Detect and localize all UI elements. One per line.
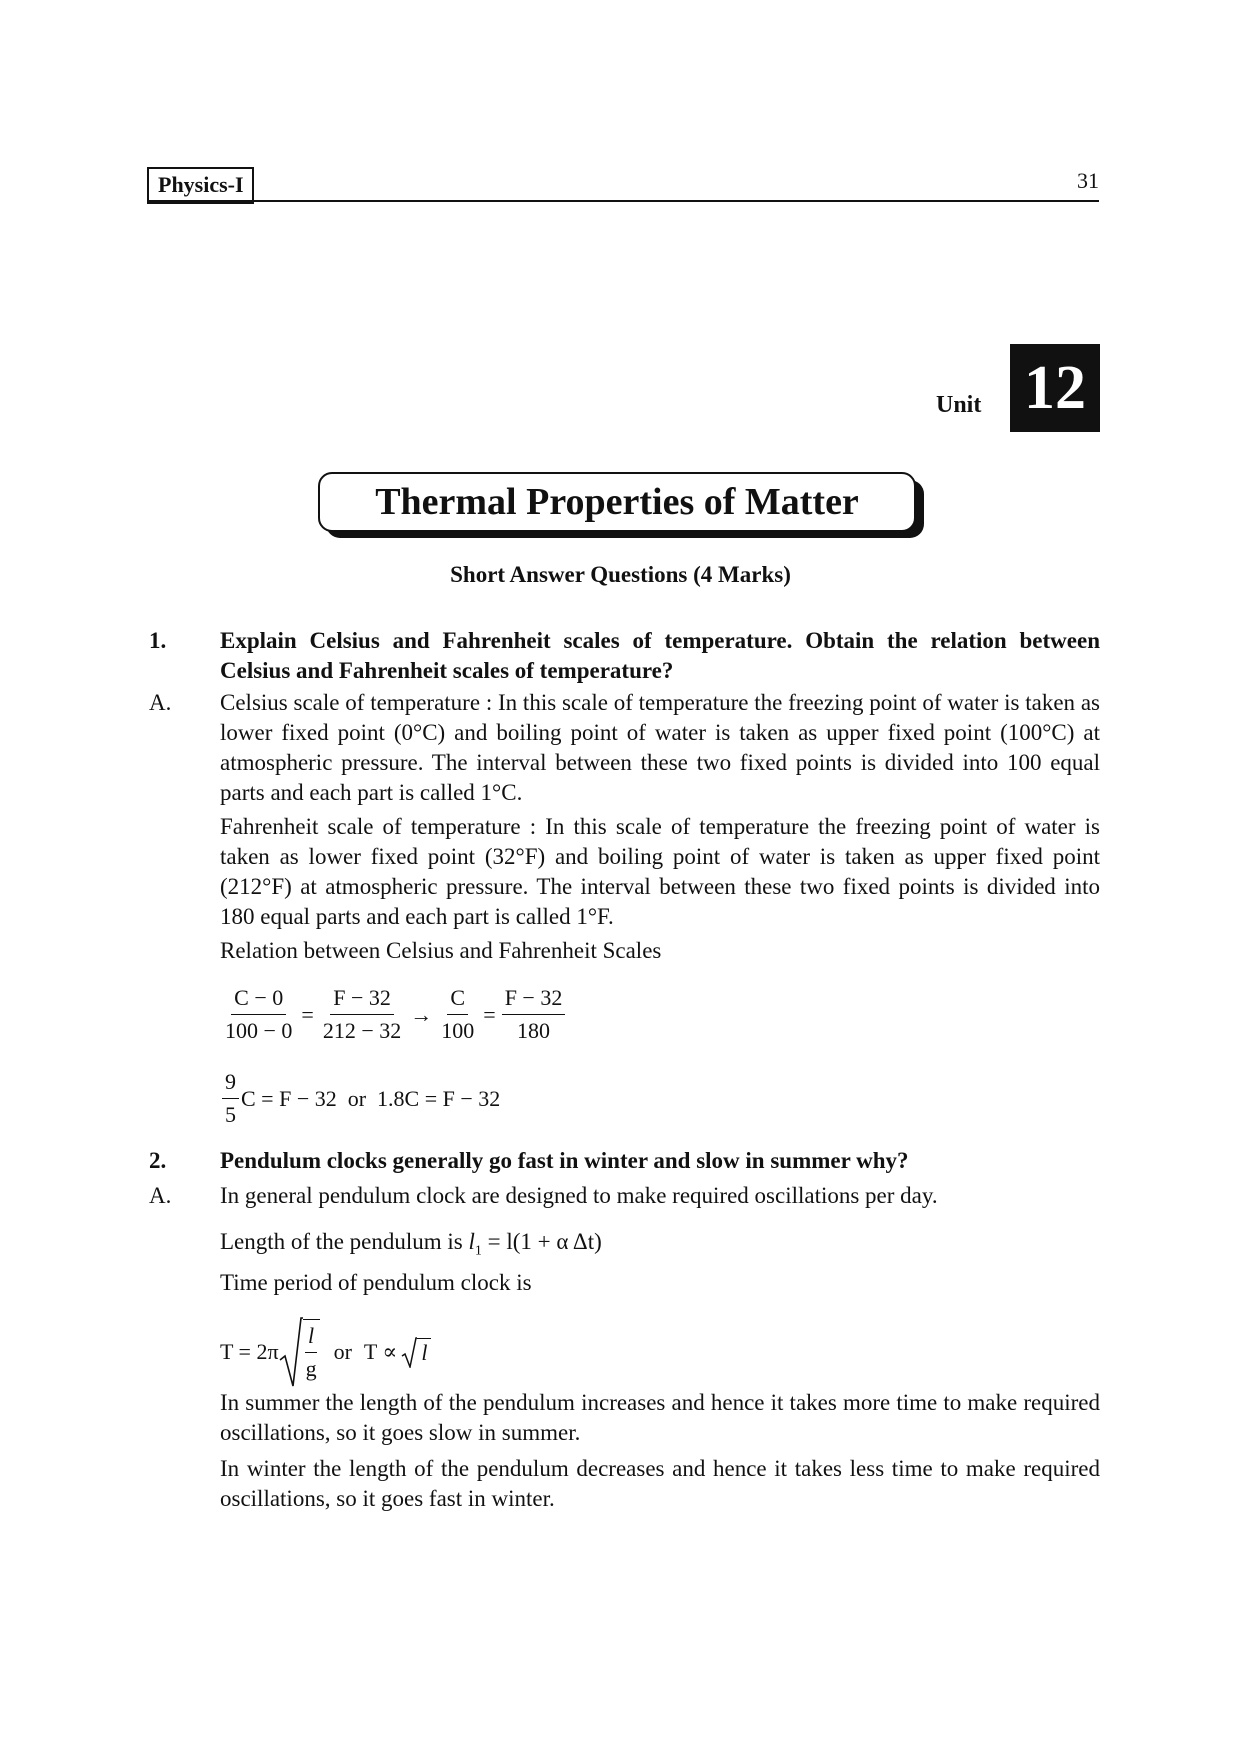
question-2-text: Pendulum clocks generally go fast in winter and slow in summer why? xyxy=(220,1148,909,1173)
answer-1-fahrenheit-paragraph: Fahrenheit scale of temperature : In this scale of temperature the freezing point of water is taken as lower fixed point (32°F) and boiling point of water is taken as upper fixed point (212°F) at atmospheric pressure. The interval between these two fixed points is divided into 180 equal parts and each part is called 1°F. xyxy=(220,814,1100,929)
unit-number-badge: 12 xyxy=(1010,344,1100,432)
answer-2-label: A. xyxy=(149,1183,172,1208)
question-1-text: Explain Celsius and Fahrenheit scales of temperature. Obtain the relation between Celsius and Fahrenheit scales of temperature? xyxy=(220,628,1100,683)
fraction-c-simplified: $\frac{C}{100}$ xyxy=(438,982,477,1047)
winter-explanation: In winter the length of the pendulum decreases and hence it takes less time to make required oscillations, so it goes fast in winter. xyxy=(220,1456,1100,1511)
header-divider xyxy=(147,200,1099,202)
square-root-l: l xyxy=(401,1336,431,1368)
fraction-f-simplified: $\frac{F - 32}{180}$ xyxy=(502,982,566,1047)
implies-arrow: → xyxy=(410,1001,433,1027)
page-number: 31 xyxy=(1077,168,1099,193)
subject-header: Physics-I xyxy=(147,167,254,204)
summer-explanation: In summer the length of the pendulum increases and hence it takes more time to make required oscillations, so it goes slow in summer. xyxy=(220,1390,1100,1445)
time-period-text: Time period of pendulum clock is xyxy=(220,1270,532,1295)
answer-1-label: A. xyxy=(149,690,172,715)
answer-1-relation-text: Relation between Celsius and Fahrenheit Scales xyxy=(220,938,662,963)
time-period-equation: T = 2π $\frac{l}{g}$ or T ∝ l xyxy=(220,1316,431,1388)
conversion-equation: $\frac{9}{5}$ C = F − 32 or 1.8C = F − 32 xyxy=(220,1066,500,1131)
square-root-l-over-g: $\frac{l}{g}$ xyxy=(279,1316,322,1388)
fraction-nine-fifths: $\frac{9}{5}$ xyxy=(222,1066,239,1131)
answer-2-intro: In general pendulum clock are designed to make required oscillations per day. xyxy=(220,1183,938,1208)
question-1-number: 1. xyxy=(149,628,167,653)
celsius-fahrenheit-equation: $\frac{C - 0}{100 - 0}$ = $\frac{F - 32}{212 - 32}$ → $\frac{C}{100}$ = $\frac{F - 32}{180}$ xyxy=(220,982,567,1047)
answer-1-celsius-paragraph: Celsius scale of temperature : In this scale of temperature the freezing point of water is taken as lower fixed point (0°C) and boiling point of water is taken as upper fixed point (100°C) at atmospheric pressure. The interval between these two fixed points is divided into 100 equal parts and each part is called 1°C. xyxy=(220,690,1100,805)
question-2-number: 2. xyxy=(149,1148,167,1173)
unit-label: Unit xyxy=(936,392,982,418)
pendulum-length-line: Length of the pendulum is $l_1 = l(1 + \alpha$ Δt) xyxy=(220,1229,602,1259)
chapter-title: Thermal Properties of Matter xyxy=(375,481,859,523)
section-heading: Short Answer Questions (4 Marks) xyxy=(450,562,791,587)
fraction-f: $\frac{F - 32}{212 - 32}$ xyxy=(320,982,404,1047)
fraction-c: $\frac{C - 0}{100 - 0}$ xyxy=(222,982,295,1047)
